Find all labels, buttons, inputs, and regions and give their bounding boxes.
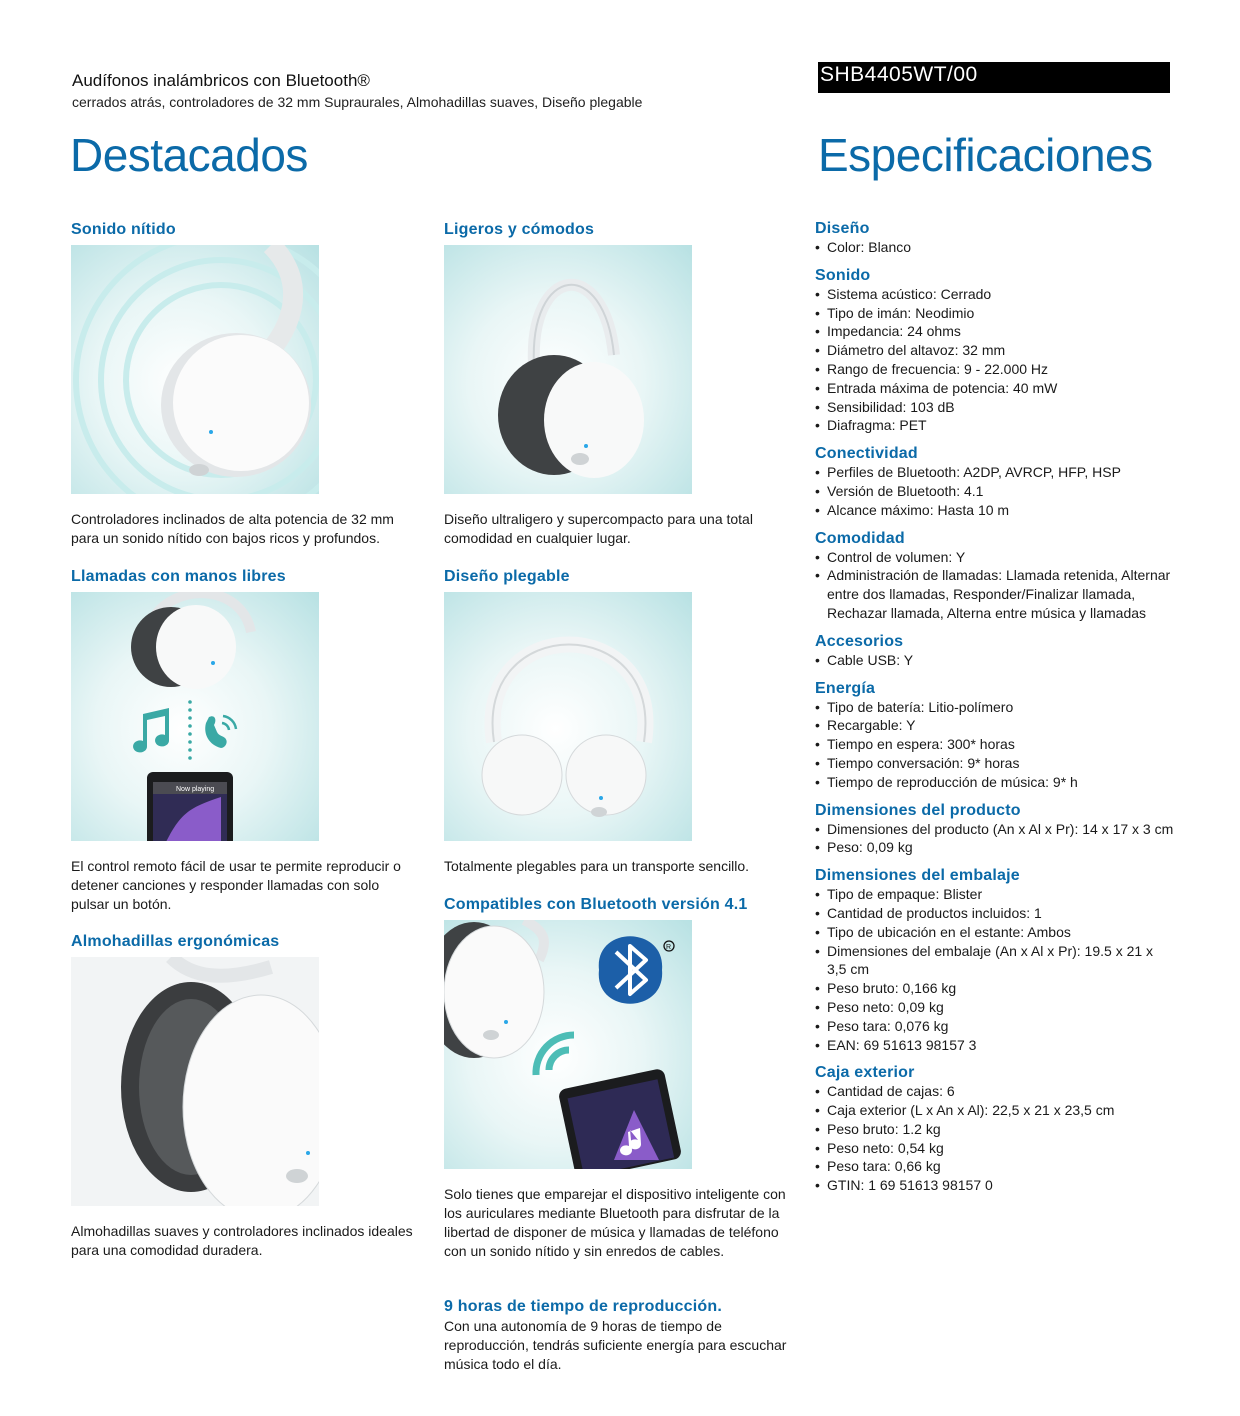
feature-foldable: [444, 568, 794, 876]
header-subtitle: cerrados atrás, controladores de 32 mm Supraurales, Almohadillas suaves, Diseño plegable: [72, 94, 643, 110]
spec-items: [815, 463, 1175, 519]
spec-item: • Cantidad de productos incluidos: 1: [815, 904, 1175, 923]
headphone-sound-image: [71, 245, 319, 494]
feature-bluetooth-compatible: [444, 896, 794, 1261]
spec-item: • Versión de Bluetooth: 4.1: [815, 482, 1175, 501]
spec-item: • Sistema acústico: Cerrado: [815, 285, 1175, 304]
spec-item: • Diámetro del altavoz: 32 mm: [815, 341, 1175, 360]
model-number-bar: SHB4405WT/00: [818, 62, 1170, 93]
spec-item: • Diafragma: PET: [815, 416, 1175, 435]
specifications-title: Especificaciones: [818, 129, 1153, 181]
spec-section: [815, 444, 1175, 519]
spec-item: • Recargable: Y: [815, 716, 1175, 735]
highlights-title: Destacados: [70, 129, 308, 181]
spec-item: • Peso bruto: 1.2 kg: [815, 1120, 1175, 1139]
spec-items: [815, 548, 1175, 623]
spec-items: [815, 238, 1175, 257]
phone-now-playing: Now playing: [176, 786, 215, 793]
spec-item: • Cable USB: Y: [815, 651, 1175, 670]
feature-battery-life: [444, 1298, 794, 1374]
feature-title: 9 horas de tiempo de reproducción.: [444, 1298, 722, 1315]
spec-section: [815, 679, 1175, 792]
spec-section-title: Caja exterior: [815, 1064, 915, 1082]
spec-item: • Tipo de batería: Litio-polímero: [815, 698, 1175, 717]
spec-item: • Tipo de imán: Neodimio: [815, 304, 1175, 323]
feature-text: Con una autonomía de 9 horas de tiempo de reproducción, tendrás suficiente energía para escuchar música todo el día.: [444, 1318, 787, 1372]
spec-item: • Peso bruto: 0,166 kg: [815, 979, 1175, 998]
header-title: Audífonos inalámbricos con Bluetooth®: [72, 71, 370, 90]
spec-item: • Administración de llamadas: Llamada retenida, Alternar entre dos llamadas, Responder/Finalizar llamada, Rechazar llamada, Alterna entre música y llamadas: [815, 566, 1175, 622]
feature-text: El control remoto fácil de usar te permite reproducir o detener canciones y responder llamadas con solo pulsar un botón.: [71, 858, 401, 912]
spec-item: • Tipo de ubicación en el estante: Ambos: [815, 923, 1175, 942]
feature-text: Diseño ultraligero y supercompacto para una total comodidad en cualquier lugar.: [444, 511, 753, 546]
spec-item: • Alcance máximo: Hasta 10 m: [815, 501, 1175, 520]
spec-section: [815, 866, 1175, 1054]
feature-ergonomic-cushions: [71, 933, 421, 1260]
feature-text: Solo tienes que emparejar el dispositivo inteligente con los auriculares mediante Bluetooth para disfrutar de la libertad de disponer de música y llamadas de teléfono con un sonido nítido y sin enredos de cables.: [444, 1186, 786, 1259]
spec-items: [815, 1082, 1175, 1195]
svg-text:R: R: [666, 944, 672, 951]
spec-section-title: Dimensiones del producto: [815, 801, 1021, 819]
spec-section-title: Diseño: [815, 220, 870, 237]
spec-item: • Impedancia: 24 ohms: [815, 322, 1175, 341]
spec-item: • Dimensiones del embalaje (An x Al x Pr): 19.5 x 21 x 3,5 cm: [815, 942, 1175, 980]
spec-item: • Peso: 0,09 kg: [815, 838, 1175, 857]
hands-free-image: [71, 592, 319, 841]
spec-item: • Tiempo en espera: 300* horas: [815, 735, 1175, 754]
spec-items: [815, 698, 1175, 792]
spec-item: • Color: Blanco: [815, 238, 1175, 257]
spec-items: [815, 651, 1175, 670]
feature-title: Llamadas con manos libres: [71, 568, 286, 585]
specifications-list: [815, 219, 1175, 1204]
spec-item: • Tipo de empaque: Blister: [815, 885, 1175, 904]
spec-section: [815, 632, 1175, 670]
signal-waves-icon: [536, 1035, 574, 1075]
feature-text: Totalmente plegables para un transporte sencillo.: [444, 858, 750, 874]
spec-section-title: Sonido: [815, 266, 871, 284]
ear-cushion-image: [71, 957, 319, 1206]
spec-section-title: Comodidad: [815, 529, 905, 547]
spec-item: • Entrada máxima de potencia: 40 mW: [815, 379, 1175, 398]
spec-item: • Peso tara: 0,076 kg: [815, 1017, 1175, 1036]
spec-section: [815, 219, 1175, 257]
spec-item: • GTIN: 1 69 51613 98157 0: [815, 1176, 1175, 1195]
spec-item: • Tiempo de reproducción de música: 9* h: [815, 773, 1175, 792]
feature-title: Diseño plegable: [444, 568, 570, 585]
feature-title: Compatibles con Bluetooth versión 4.1: [444, 896, 748, 913]
spec-section-title: Energía: [815, 679, 876, 697]
spec-section: [815, 801, 1175, 858]
spec-item: • Cantidad de cajas: 6: [815, 1082, 1175, 1101]
spec-section: [815, 1063, 1175, 1195]
spec-items: [815, 820, 1175, 858]
bluetooth-logo-icon: [599, 936, 674, 1004]
bluetooth-pairing-image: [444, 920, 692, 1169]
feature-title: Ligeros y cómodos: [444, 221, 595, 238]
spec-item: • Rango de frecuencia: 9 - 22.000 Hz: [815, 360, 1175, 379]
spec-items: [815, 285, 1175, 435]
spec-item: • Tiempo conversación: 9* horas: [815, 754, 1175, 773]
feature-title: Sonido nítido: [71, 221, 176, 238]
feature-hands-free: [71, 568, 421, 914]
spec-section-title: Dimensiones del embalaje: [815, 867, 1020, 885]
spec-item: • Control de volumen: Y: [815, 548, 1175, 567]
spec-item: • Perfiles de Bluetooth: A2DP, AVRCP, HFP, HSP: [815, 463, 1175, 482]
feature-text: Controladores inclinados de alta potencia de 32 mm para un sonido nítido con bajos ricos y profundos.: [71, 511, 394, 546]
foldable-headphone-image: [444, 592, 692, 841]
headphone-side-image: [444, 245, 692, 494]
spec-item: • Peso neto: 0,54 kg: [815, 1139, 1175, 1158]
spec-section-title: Conectividad: [815, 445, 918, 463]
spec-items: [815, 885, 1175, 1054]
spec-item: • Dimensiones del producto (An x Al x Pr): 14 x 17 x 3 cm: [815, 820, 1175, 839]
spec-section: [815, 529, 1175, 623]
spec-item: • Peso neto: 0,09 kg: [815, 998, 1175, 1017]
spec-section-title: Accesorios: [815, 632, 904, 650]
spec-item: • Caja exterior (L x An x Al): 22,5 x 21 x 23,5 cm: [815, 1101, 1175, 1120]
spec-item: • Sensibilidad: 103 dB: [815, 398, 1175, 417]
spec-item: • Peso tara: 0,66 kg: [815, 1157, 1175, 1176]
feature-title: Almohadillas ergonómicas: [71, 933, 280, 950]
spec-item: • EAN: 69 51613 98157 3: [815, 1036, 1175, 1055]
feature-clear-sound: [71, 221, 421, 548]
spec-section: [815, 266, 1175, 435]
feature-light-comfortable: [444, 221, 794, 548]
feature-text: Almohadillas suaves y controladores inclinados ideales para una comodidad duradera.: [71, 1223, 413, 1258]
